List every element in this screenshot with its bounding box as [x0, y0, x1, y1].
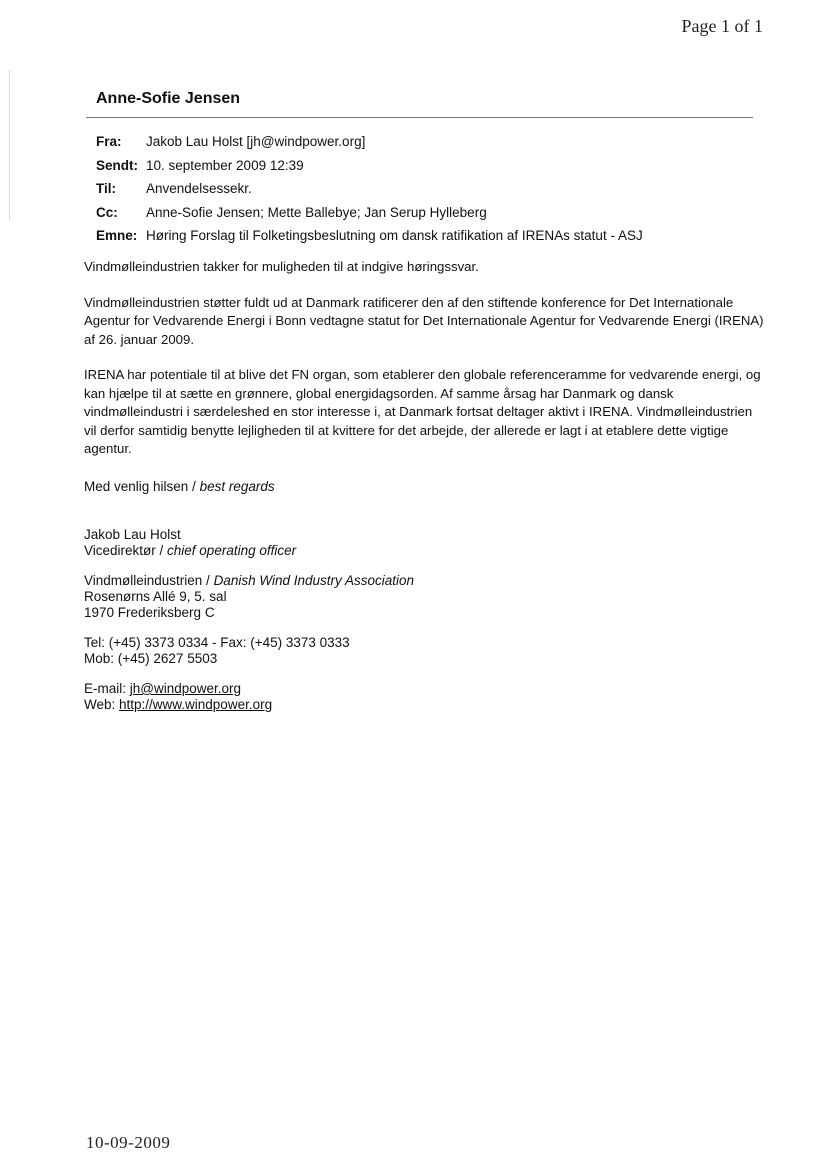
header-row-subject: [96, 224, 643, 248]
organization: [84, 573, 764, 621]
email-link[interactable]: jh@windpower.org: [129, 681, 242, 696]
web-link[interactable]: http://www.windpower.org: [119, 697, 273, 712]
from-value: Jakob Lau Holst [jh@windpower.org]: [146, 134, 366, 149]
phone-numbers: [84, 635, 764, 667]
web-label: Web:: [84, 697, 120, 712]
title-en: chief operating officer: [167, 543, 297, 558]
scan-margin-line: [9, 70, 10, 220]
subject-value: Høring Forslag til Folketingsbeslutning om dansk ratifikation af IRENAs statut - ASJ: [146, 228, 643, 243]
greeting-line: [84, 479, 764, 495]
sent-value: 10. september 2009 12:39: [146, 157, 304, 173]
greeting-da: Med venlig hilsen /: [84, 479, 200, 494]
to-value: Anvendelsessekr.: [146, 181, 252, 196]
mobile: Mob: (+45) 2627 5503: [84, 651, 218, 666]
address-line-1: Rosenørns Allé 9, 5. sal: [84, 589, 227, 604]
sender-heading: Anne-Sofie Jensen: [96, 90, 241, 107]
greeting-en: best regards: [199, 479, 275, 494]
header-row-from: [96, 130, 643, 154]
greeting: [84, 479, 764, 495]
org-da: Vindmølleindustrien /: [84, 573, 214, 588]
web-line: [84, 697, 764, 713]
body-paragraph-support: Vindmølleindustrien støtter fuldt ud at Danmark ratificerer den af den stiftende konference for Det Internationale Agentur for Vedvarende Energi i Bonn vedtagne statut for Det Internationale Agentur for Vedvarende Energi (IRENA) af 26. januar 2009.: [84, 294, 764, 347]
title-da: Vicedirektør /: [84, 543, 168, 558]
email-label: E-mail:: [84, 681, 130, 696]
email-line: [84, 681, 764, 697]
from-label: Fra:: [96, 134, 122, 149]
cc-label: Cc:: [96, 204, 118, 220]
subject-label: Emne:: [96, 228, 138, 243]
body-paragraph-irena: IRENA har potentiale til at blive det FN organ, som etablerer den globale referenceramme for vedvarende energi, og kan hjælpe til at sætte en grønnere, global energidagsorden. Af samme årsag har Danmark og dansk vindmølleindustri i særdeleshed en stor interesse i, at Danmark fortsat deltager aktivt i IRENA. Vindmølleindustrien vil derfor samtidig benytte lejligheden til at kvittere for det arbejde, der allerede er lagt i at etablere dette vigtige agentur.: [84, 367, 761, 456]
footer-date: 10-09-2009: [86, 1133, 171, 1152]
body-paragraph-thanks: Vindmølleindustrien takker for muligheden til at indgive høringssvar.: [84, 259, 479, 274]
sent-label: Sendt:: [96, 157, 138, 173]
heading-divider: [86, 117, 753, 118]
header-row-cc: [96, 201, 643, 225]
header-row-to: [96, 177, 643, 201]
signature-block: [84, 479, 764, 727]
cc-value: Anne-Sofie Jensen; Mette Ballebye; Jan Serup Hylleberg: [146, 204, 487, 220]
page-number: Page 1 of 1: [681, 16, 763, 36]
tel-fax: Tel: (+45) 3373 0334 - Fax: (+45) 3373 0333: [84, 635, 350, 650]
org-name: [84, 573, 764, 589]
org-en: Danish Wind Industry Association: [213, 573, 415, 588]
signer-title: [84, 543, 764, 559]
signer-name: Jakob Lau Holst: [84, 527, 181, 542]
to-label: Til:: [96, 181, 116, 196]
signer: [84, 527, 764, 559]
header-row-sent: [96, 154, 643, 178]
contact-links: [84, 681, 764, 713]
email-header: [96, 130, 643, 248]
email-body: [84, 258, 764, 476]
address-line-2: 1970 Frederiksberg C: [84, 605, 215, 620]
